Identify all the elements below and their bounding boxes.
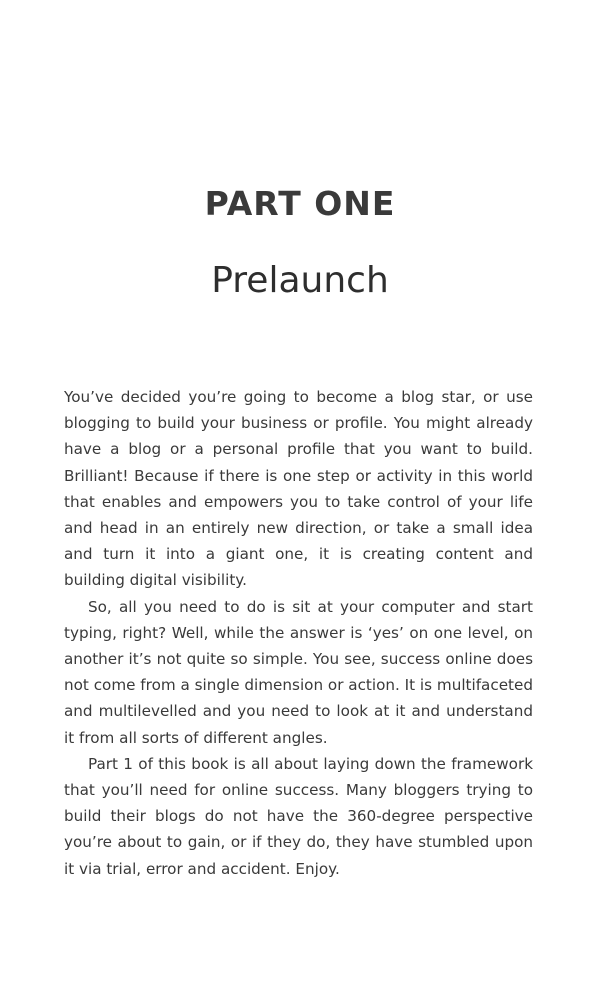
body-text (64, 384, 533, 882)
paragraph-intro: You’ve decided you’re going to become a blog star, or use blogging to build your business or profile. You might already have a blog or a personal profile that you want to build. Brilliant! Because if there is one step or activity in this world that enables and empowers you to take control of your life and head in an entirely new direction, or take a small idea and turn it into a giant one, it is creating content and building digital visibility. (64, 388, 533, 590)
paragraph-second: So, all you need to do is sit at your computer and start typing, right? Well, while the answer is ‘yes’ on one level, on another it’s not quite so simple. You see, success online does not come from a single dimension or action. It is multifaceted and multilevelled and you need to look at it and understand it from all sorts of different angles. (64, 597, 533, 747)
part-title: Prelaunch (211, 260, 389, 301)
part-label: PART ONE (204, 184, 396, 223)
paragraph-third: Part 1 of this book is all about laying down the framework that you’ll need for online success. Many bloggers trying to build their blogs do not have the 360-degree perspective you’re about to gain, or if they do, they have stumbled upon it via trial, error and accident. Enjoy. (64, 754, 533, 878)
